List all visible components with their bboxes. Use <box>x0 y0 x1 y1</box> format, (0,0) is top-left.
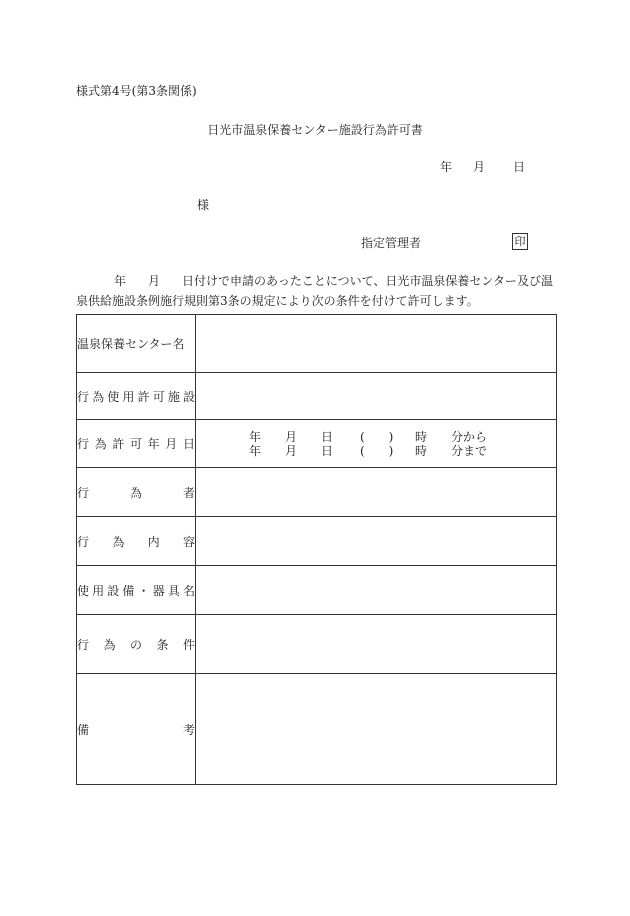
to-hour: 時 <box>415 444 428 458</box>
permission-statement <box>76 271 556 311</box>
conditions-label <box>77 615 196 674</box>
label-char: 使 <box>77 583 90 598</box>
facility-field[interactable] <box>196 373 557 420</box>
label-char: 為 <box>94 437 107 451</box>
remarks-label <box>77 674 196 785</box>
table-row <box>77 315 557 373</box>
label-char: 使 <box>107 389 120 404</box>
from-day: 日 <box>321 430 334 444</box>
seal-mark: 印 <box>512 233 528 250</box>
label-char: ・ <box>137 583 150 598</box>
from-hour: 時 <box>415 430 428 444</box>
label-char: の <box>129 637 142 652</box>
actor-field[interactable] <box>196 468 557 517</box>
period-field[interactable] <box>196 420 557 468</box>
label-char: 設 <box>182 389 195 404</box>
label-char: 許 <box>112 437 125 451</box>
issue-date <box>440 160 525 174</box>
label-char: 具 <box>167 583 180 598</box>
to-day: 日 <box>321 444 334 458</box>
equipment-label <box>77 566 196 615</box>
label-char: 可 <box>152 389 165 404</box>
label-char: 施 <box>167 389 180 404</box>
statement-text: 日付けで申請のあったことについて、日光市温泉保養センター及び温泉供給施設条例施行規則第3条の規定により次の条件を付けて許可します。 <box>76 274 553 308</box>
table-row <box>77 615 557 674</box>
facility-label <box>77 373 196 420</box>
form-number: 様式第4号(第3条関係) <box>76 84 197 98</box>
table-row <box>77 566 557 615</box>
from-month: 月 <box>285 430 298 444</box>
permit-form-table <box>76 314 557 785</box>
label-char: 名 <box>182 583 195 598</box>
table-row <box>77 420 557 468</box>
document-title: 日光市温泉保養センター施設行為許可書 <box>207 123 423 137</box>
center-name-label: 温泉保養センター名 <box>77 315 196 373</box>
label-char: 用 <box>92 583 105 598</box>
spaced-label <box>77 435 195 452</box>
remarks-label-left: 備 <box>77 722 90 737</box>
equipment-field[interactable] <box>196 566 557 615</box>
date-year: 年 <box>440 160 453 174</box>
label-char: 内 <box>147 534 160 549</box>
label-char: 年 <box>147 437 160 451</box>
label-char: 月 <box>165 437 178 451</box>
label-char: 設 <box>107 583 120 598</box>
label-char: 可 <box>129 437 142 451</box>
spaced-label <box>77 636 195 653</box>
spaced-label <box>77 582 195 599</box>
addressee-suffix: 様 <box>197 198 210 212</box>
statement-month: 月 <box>148 274 161 288</box>
date-month: 月 <box>473 160 486 174</box>
manager-label: 指定管理者 <box>361 236 422 250</box>
label-char: 許 <box>137 389 150 404</box>
label-char: 容 <box>182 534 195 549</box>
label-char: 為 <box>112 534 125 549</box>
content-label <box>77 517 196 566</box>
label-char: 用 <box>122 389 135 404</box>
actor-label <box>77 468 196 517</box>
to-weekday: ( ) <box>360 444 394 458</box>
content-field[interactable] <box>196 517 557 566</box>
label-char: 備 <box>122 583 135 598</box>
table-row <box>77 468 557 517</box>
label-char: 日 <box>182 437 195 451</box>
date-day: 日 <box>513 160 526 174</box>
label-char: 行 <box>77 485 90 500</box>
table-row <box>77 674 557 785</box>
label-char: 者 <box>182 485 195 500</box>
label-char: 件 <box>182 637 195 652</box>
label-char: 条 <box>156 637 169 652</box>
label-char: 行 <box>77 389 90 404</box>
label-char: 為 <box>103 637 116 652</box>
statement-year: 年 <box>114 274 127 288</box>
from-minute: 分から <box>451 430 488 444</box>
label-char: 為 <box>129 485 142 500</box>
conditions-field[interactable] <box>196 615 557 674</box>
label-char: 器 <box>152 583 165 598</box>
table-row <box>77 517 557 566</box>
spaced-label <box>77 388 195 405</box>
from-year: 年 <box>249 430 262 444</box>
from-weekday: ( ) <box>360 430 394 444</box>
label-char: 行 <box>77 637 90 652</box>
to-month: 月 <box>285 444 298 458</box>
to-minute: 分まで <box>451 444 488 458</box>
center-name-field[interactable] <box>196 315 557 373</box>
label-char: 行 <box>77 534 90 549</box>
to-year: 年 <box>249 444 262 458</box>
spaced-label <box>77 533 195 550</box>
label-char: 行 <box>77 437 90 451</box>
spaced-label <box>77 484 195 501</box>
period-label <box>77 420 196 468</box>
label-char: 為 <box>92 389 105 404</box>
remarks-label-right: 考 <box>182 722 195 737</box>
table-row <box>77 373 557 420</box>
remarks-field[interactable] <box>196 674 557 785</box>
